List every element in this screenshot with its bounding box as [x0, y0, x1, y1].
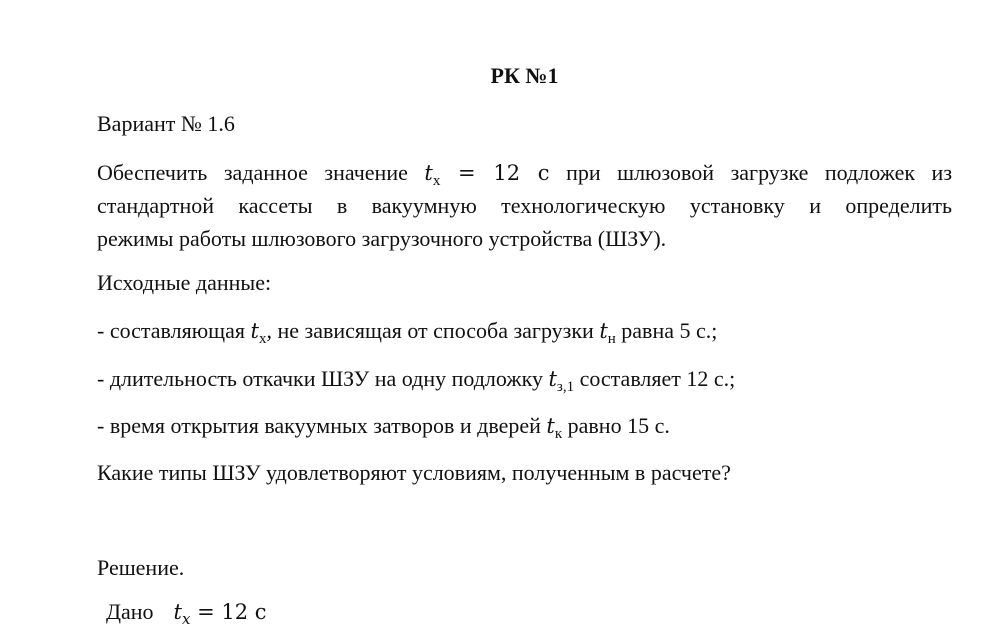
task-paragraph: [97, 156, 952, 255]
document-page: [97, 0, 952, 627]
page-title: РК №1: [490, 63, 559, 88]
math-var-t: t: [173, 600, 182, 624]
math-subscript: н: [607, 331, 616, 347]
math-equation: = 12 с: [190, 600, 267, 624]
question-text: Какие типы ШЗУ удовлетворяют условиям, полученным в расчете?: [97, 460, 731, 485]
task-line-2: стандартной кассеты в вакуумную технологическую установку и определить: [97, 193, 952, 218]
initial-data-heading: Исходные данные:: [97, 270, 272, 295]
math-equation: = 12 с: [440, 161, 550, 185]
math-subscript: x: [182, 610, 191, 628]
given-line: [106, 599, 267, 632]
math-var-t: t: [250, 319, 259, 343]
variant-label: Вариант № 1.6: [97, 111, 235, 136]
math-var-t: t: [599, 319, 608, 343]
math-var-t: t: [546, 414, 555, 438]
task-line-1: Обеспечить заданное значение $t_х = 12$ с при шлюзовой загрузке подложек из: [97, 160, 953, 189]
given-label: Дано: [106, 599, 154, 624]
math-var-t: t: [548, 367, 557, 391]
math-subscript: х: [258, 331, 267, 347]
list-item: - длительность откачки ШЗУ на одну подложку $t_{з,1}$ составляет 12 с.;: [97, 366, 736, 395]
list-item: - время открытия вакуумных затворов и дверей $t_к$ равно 15 с.: [97, 413, 670, 442]
math-subscript: к: [554, 426, 563, 442]
math-subscript: з,1: [556, 379, 575, 395]
math-var-t: t: [424, 161, 433, 185]
solution-heading: Решение.: [97, 555, 185, 580]
list-item: - составляющая $t_х$, не зависящая от способа загрузки $t_н$ равна 5 с.;: [97, 318, 718, 347]
math-subscript: х: [432, 173, 441, 189]
task-line-3: режимы работы шлюзового загрузочного устройства (ШЗУ).: [97, 226, 667, 251]
